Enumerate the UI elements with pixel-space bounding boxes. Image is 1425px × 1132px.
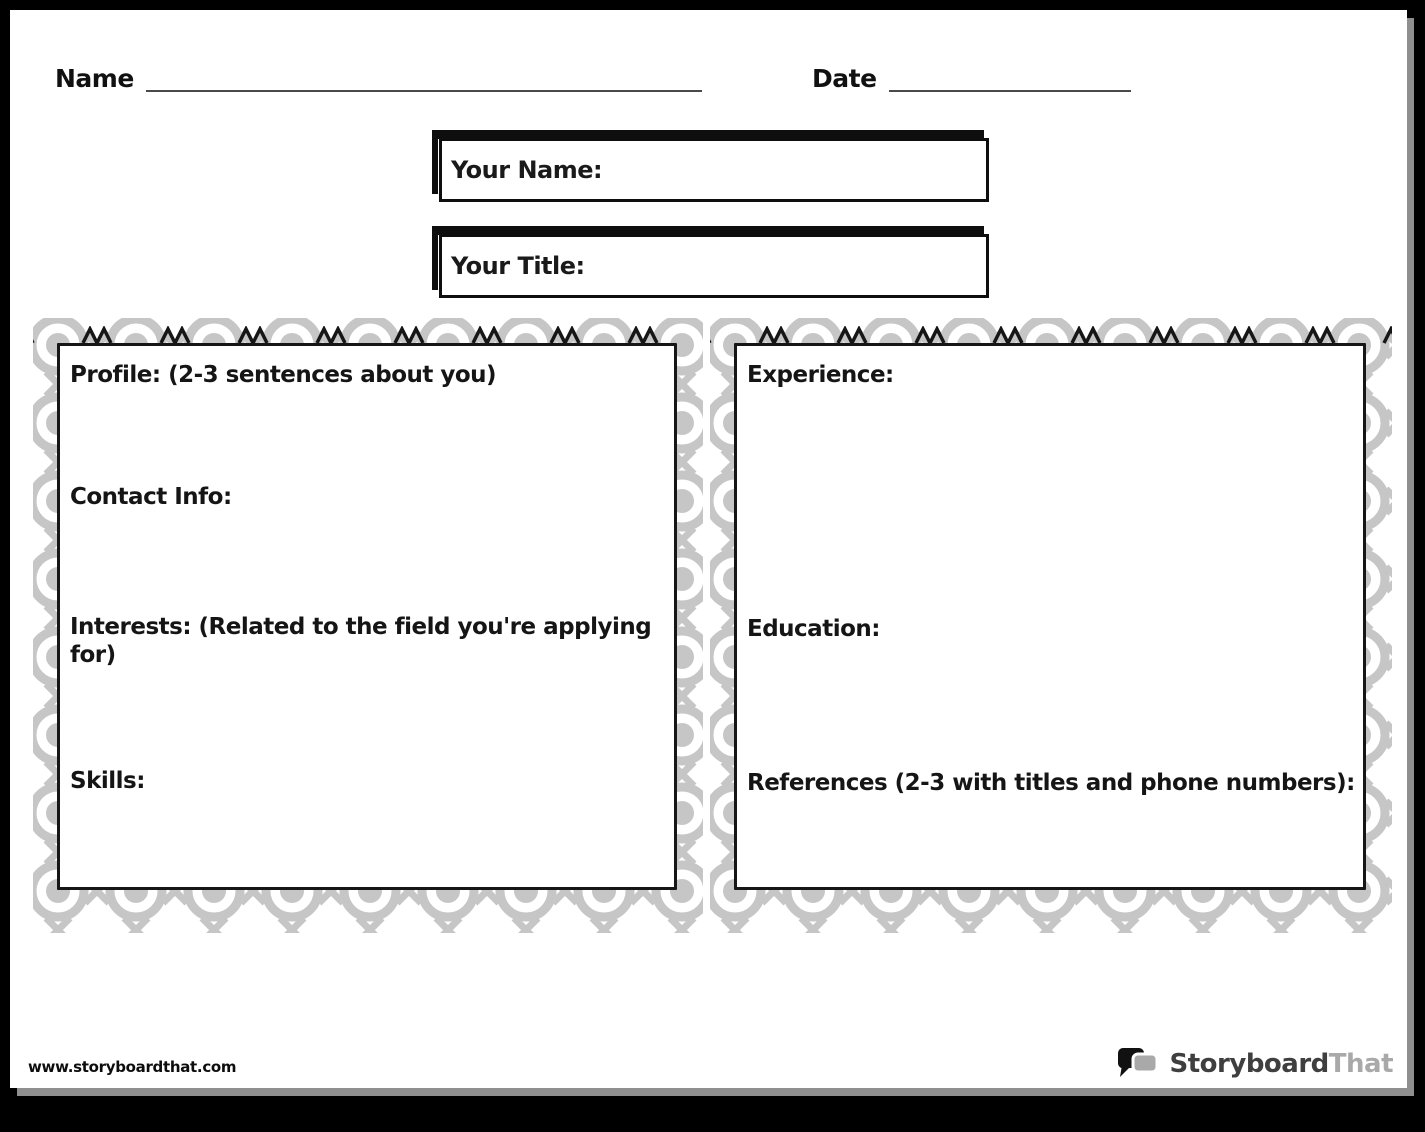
date-row xyxy=(812,64,1131,92)
website-url: www.storyboardthat.com xyxy=(28,1058,237,1076)
education-field-label: Education: xyxy=(747,616,880,642)
speech-bubbles-icon xyxy=(1116,1044,1162,1084)
zigzag-border-decoration xyxy=(710,326,1392,344)
zigzag-border-decoration xyxy=(33,326,703,344)
profile-field-label: Profile: (2-3 sentences about you) xyxy=(70,362,497,388)
name-label: Name xyxy=(55,63,134,93)
your-title-box[interactable] xyxy=(439,234,989,298)
references-field-label: References (2-3 with titles and phone numbers): xyxy=(747,770,1355,796)
your-name-box[interactable] xyxy=(439,138,989,202)
left-panel-writing-area[interactable] xyxy=(57,343,677,890)
your-name-box-label: Your Name: xyxy=(451,156,603,184)
logo-text-primary: Storyboard xyxy=(1169,1049,1329,1079)
name-row xyxy=(55,64,702,92)
right-panel-frame xyxy=(710,318,1392,933)
skills-field-label: Skills: xyxy=(70,768,145,794)
name-blank-line[interactable] xyxy=(146,64,702,92)
date-label: Date xyxy=(812,63,877,93)
left-panel-frame xyxy=(33,318,703,933)
right-panel-writing-area[interactable] xyxy=(734,343,1366,890)
experience-field-label: Experience: xyxy=(747,362,894,388)
logo-text-secondary: That xyxy=(1328,1049,1393,1079)
logo-wordmark xyxy=(1170,1049,1393,1079)
contact-info-field-label: Contact Info: xyxy=(70,484,232,510)
your-title-box-label: Your Title: xyxy=(451,252,585,280)
worksheet-page xyxy=(10,10,1407,1088)
interests-field-label: Interests: (Related to the field you're applying for) xyxy=(70,614,652,668)
date-blank-line[interactable] xyxy=(889,64,1131,92)
storyboardthat-logo xyxy=(1116,1044,1393,1084)
